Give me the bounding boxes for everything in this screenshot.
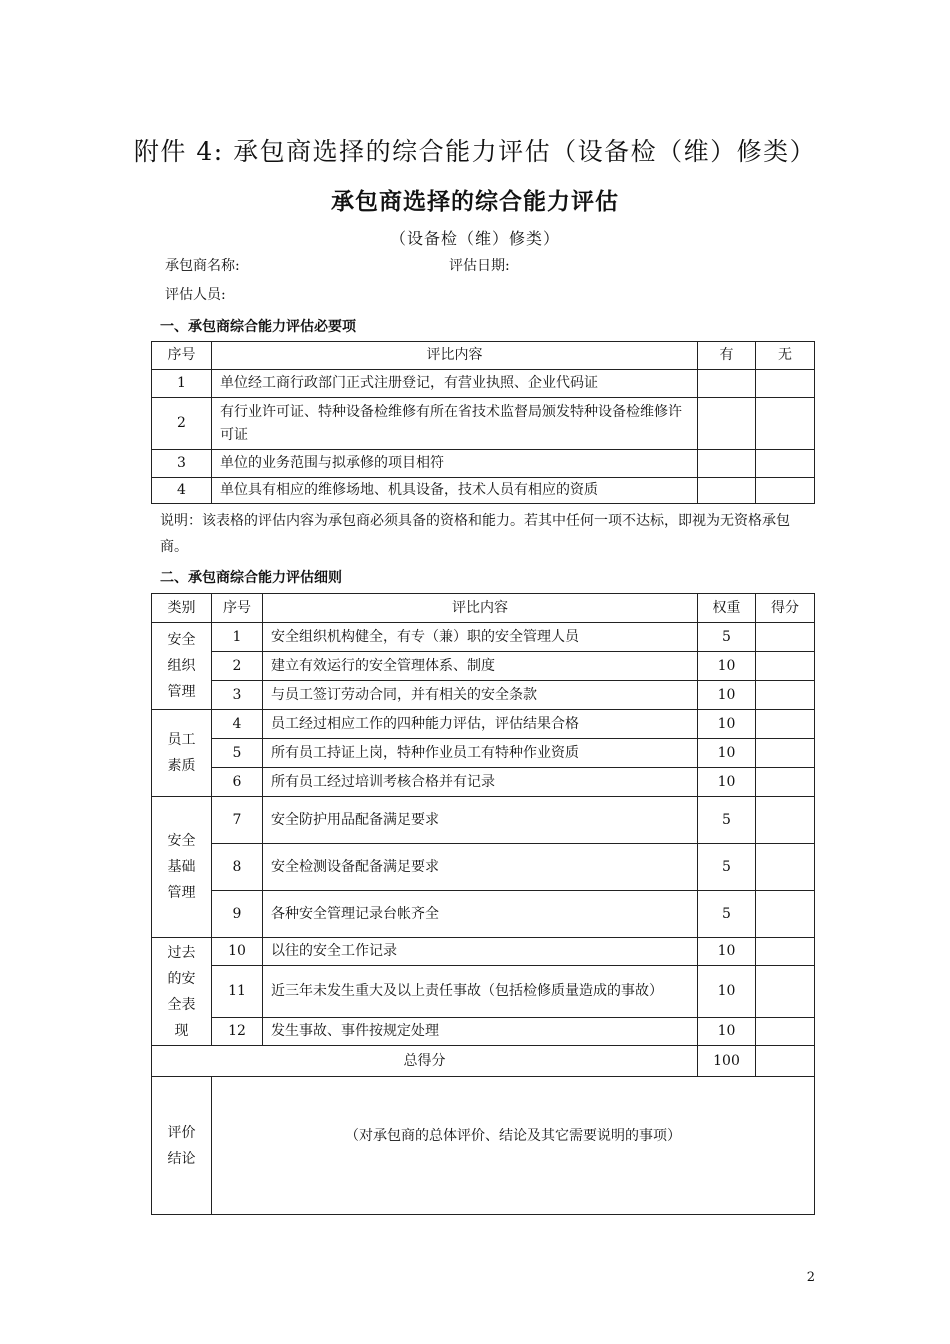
section2-heading: 二、承包商综合能力评估细则 xyxy=(160,570,342,586)
conclusion-hint: （对承包商的总体评价、结论及其它需要说明的事项） xyxy=(345,1128,681,1144)
category-label: 安全组织管理 xyxy=(167,632,196,700)
row-content: 所有员工持证上岗，特种作业员工有特种作业资质 xyxy=(263,739,698,768)
category-cell xyxy=(152,623,212,710)
row-content: 单位具有相应的维修场地、机具设备，技术人员有相应的资质 xyxy=(212,478,698,504)
header-cell: 类别 xyxy=(152,594,212,623)
category-cell xyxy=(152,938,212,1046)
requirements-table xyxy=(151,341,815,504)
main-title: 承包商选择的综合能力评估 xyxy=(331,188,619,215)
table-row xyxy=(152,623,815,652)
row-content: 与员工签订劳动合同，并有相关的安全条款 xyxy=(263,681,698,710)
conclusion-row xyxy=(152,1077,815,1215)
score-cell[interactable] xyxy=(756,768,815,797)
row-weight: 5 xyxy=(698,797,756,844)
table-row xyxy=(152,891,815,938)
row-weight: 10 xyxy=(698,966,756,1018)
row-number: 7 xyxy=(212,797,263,844)
row-content: 单位经工商行政部门正式注册登记，有营业执照、企业代码证 xyxy=(212,370,698,398)
score-cell[interactable] xyxy=(756,739,815,768)
header-cell: 评比内容 xyxy=(263,594,698,623)
row-content: 所有员工经过培训考核合格并有记录 xyxy=(263,768,698,797)
row-weight: 5 xyxy=(698,891,756,938)
row-number: 6 xyxy=(212,768,263,797)
row-number: 10 xyxy=(212,938,263,966)
row-weight: 10 xyxy=(698,681,756,710)
eval-date-label: 评估日期: xyxy=(449,258,510,274)
header-cell: 序号 xyxy=(212,594,263,623)
has-cell[interactable] xyxy=(698,370,756,398)
row-number: 2 xyxy=(212,652,263,681)
category-cell xyxy=(152,710,212,797)
table-header-row xyxy=(152,594,815,623)
table-row xyxy=(152,966,815,1018)
table-row xyxy=(152,938,815,966)
table-row xyxy=(152,1018,815,1046)
category-label: 员工素质 xyxy=(167,732,196,774)
row-content: 近三年未发生重大及以上责任事故（包括检修质量造成的事故） xyxy=(263,966,698,1018)
row-number: 5 xyxy=(212,739,263,768)
row-content: 员工经过相应工作的四种能力评估，评估结果合格 xyxy=(263,710,698,739)
table-row xyxy=(152,739,815,768)
row-weight: 5 xyxy=(698,623,756,652)
table-header-row xyxy=(152,342,815,370)
row-number: 4 xyxy=(212,710,263,739)
header-cell: 权重 xyxy=(698,594,756,623)
header-cell: 序号 xyxy=(152,342,212,370)
category-label: 过去的安全表现 xyxy=(167,944,196,1039)
section1-heading: 一、承包商综合能力评估必要项 xyxy=(160,319,356,335)
row-number: 1 xyxy=(152,370,212,398)
row-number: 3 xyxy=(152,450,212,478)
row-content: 建立有效运行的安全管理体系、制度 xyxy=(263,652,698,681)
category-label: 安全基础管理 xyxy=(167,833,196,901)
table-row xyxy=(152,370,815,398)
row-number: 9 xyxy=(212,891,263,938)
score-cell[interactable] xyxy=(756,844,815,891)
row-weight: 10 xyxy=(698,768,756,797)
none-cell[interactable] xyxy=(756,398,815,450)
row-content: 安全防护用品配备满足要求 xyxy=(263,797,698,844)
header-cell: 无 xyxy=(756,342,815,370)
total-label: 总得分 xyxy=(152,1046,698,1077)
row-content: 单位的业务范围与拟承修的项目相符 xyxy=(212,450,698,478)
attachment-title: 附件 4: 承包商选择的综合能力评估（设备检（维）修类） xyxy=(133,137,817,166)
table-row xyxy=(152,768,815,797)
table-row xyxy=(152,844,815,891)
conclusion-field[interactable] xyxy=(212,1077,815,1215)
table-row xyxy=(152,681,815,710)
row-content: 以往的安全工作记录 xyxy=(263,938,698,966)
has-cell[interactable] xyxy=(698,478,756,504)
row-weight: 10 xyxy=(698,710,756,739)
category-cell xyxy=(152,797,212,938)
table-row xyxy=(152,797,815,844)
row-content: 发生事故、事件按规定处理 xyxy=(263,1018,698,1046)
row-weight: 10 xyxy=(698,1018,756,1046)
none-cell[interactable] xyxy=(756,370,815,398)
none-cell[interactable] xyxy=(756,478,815,504)
table-row xyxy=(152,710,815,739)
has-cell[interactable] xyxy=(698,398,756,450)
subtitle: （设备检（维）修类） xyxy=(389,229,560,248)
row-number: 8 xyxy=(212,844,263,891)
none-cell[interactable] xyxy=(756,450,815,478)
header-cell: 有 xyxy=(698,342,756,370)
row-number: 1 xyxy=(212,623,263,652)
contractor-name-label: 承包商名称: xyxy=(165,258,240,274)
evaluator-label: 评估人员: xyxy=(165,287,226,303)
header-cell: 得分 xyxy=(756,594,815,623)
score-cell[interactable] xyxy=(756,938,815,966)
row-number: 12 xyxy=(212,1018,263,1046)
row-content: 安全组织机构健全，有专（兼）职的安全管理人员 xyxy=(263,623,698,652)
total-row xyxy=(152,1046,815,1077)
has-cell[interactable] xyxy=(698,450,756,478)
row-content: 有行业许可证、特种设备检维修有所在省技术监督局颁发特种设备检维修许可证 xyxy=(212,398,698,450)
row-weight: 5 xyxy=(698,844,756,891)
row-number: 4 xyxy=(152,478,212,504)
row-weight: 10 xyxy=(698,652,756,681)
row-weight: 10 xyxy=(698,938,756,966)
row-content: 各种安全管理记录台帐齐全 xyxy=(263,891,698,938)
table-row xyxy=(152,652,815,681)
row-weight: 10 xyxy=(698,739,756,768)
page-number: 2 xyxy=(806,1270,815,1285)
row-number: 3 xyxy=(212,681,263,710)
note-text: 说明：该表格的评估内容为承包商必须具备的资格和能力。若其中任何一项不达标，即视为无资格承包商。 xyxy=(160,513,790,555)
score-cell[interactable] xyxy=(756,1018,815,1046)
row-number: 11 xyxy=(212,966,263,1018)
score-cell[interactable] xyxy=(756,623,815,652)
row-content: 安全检测设备配备满足要求 xyxy=(263,844,698,891)
table-row xyxy=(152,398,815,450)
header-cell: 评比内容 xyxy=(212,342,698,370)
conclusion-label-cell xyxy=(152,1077,212,1215)
total-value: 100 xyxy=(698,1046,756,1077)
score-cell[interactable] xyxy=(756,891,815,938)
evaluation-table xyxy=(151,593,815,1215)
table-row xyxy=(152,450,815,478)
score-cell[interactable] xyxy=(756,652,815,681)
score-cell[interactable] xyxy=(756,710,815,739)
table-row xyxy=(152,478,815,504)
score-cell[interactable] xyxy=(756,681,815,710)
score-cell[interactable] xyxy=(756,966,815,1018)
score-cell[interactable] xyxy=(756,797,815,844)
total-score-cell[interactable] xyxy=(756,1046,815,1077)
row-number: 2 xyxy=(152,398,212,450)
conclusion-label: 评价结论 xyxy=(167,1124,196,1167)
